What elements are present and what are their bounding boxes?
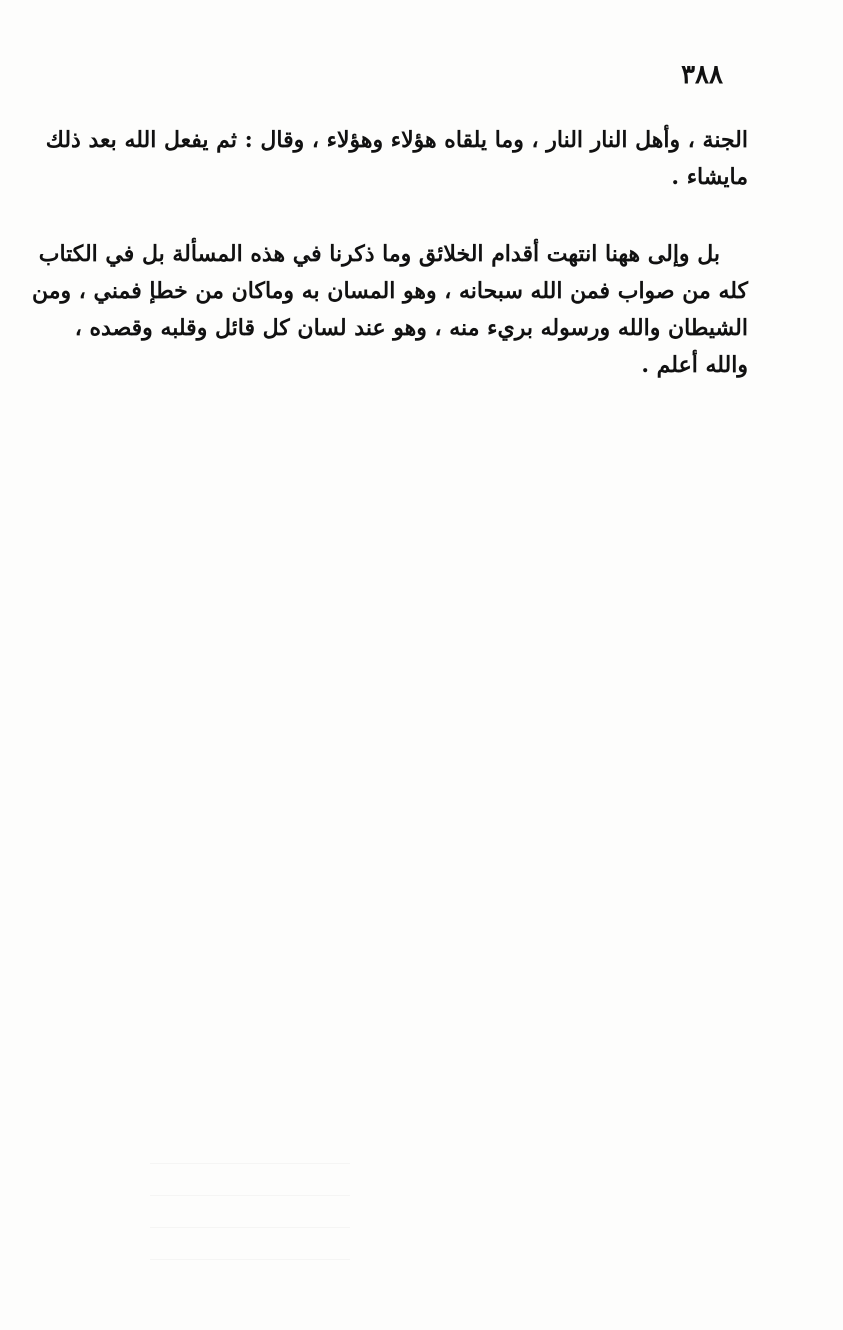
paragraph-1-line-1: الجنة ، وأهل النار النار ، وما يلقاه هؤلاء وهؤلاء ، وقال : ثم يفعل الله بعد ذلك — [45, 127, 748, 153]
scan-bleed-artifact — [150, 1160, 350, 1260]
paragraph-2-line-1: بل وإلى ههنا انتهت أقدام الخلائق وما ذكرنا في هذه المسألة بل في الكتاب — [38, 241, 720, 267]
paragraph-2 — [31, 236, 748, 384]
page-number: ٣٨٨ — [681, 60, 723, 90]
paragraph-2-line-4: والله أعلم . — [641, 352, 748, 378]
paragraph-1-line-2: مايشاء . — [671, 164, 748, 190]
paragraph-1 — [45, 122, 748, 196]
paragraph-2-line-3: الشيطان والله ورسوله بريء منه ، وهو عند لسان كل قائل وقلبه وقصده ، — [74, 315, 748, 341]
paragraph-2-line-2: كله من صواب فمن الله سبحانه ، وهو المسان به وماكان من خطإ فمني ، ومن — [31, 278, 748, 304]
